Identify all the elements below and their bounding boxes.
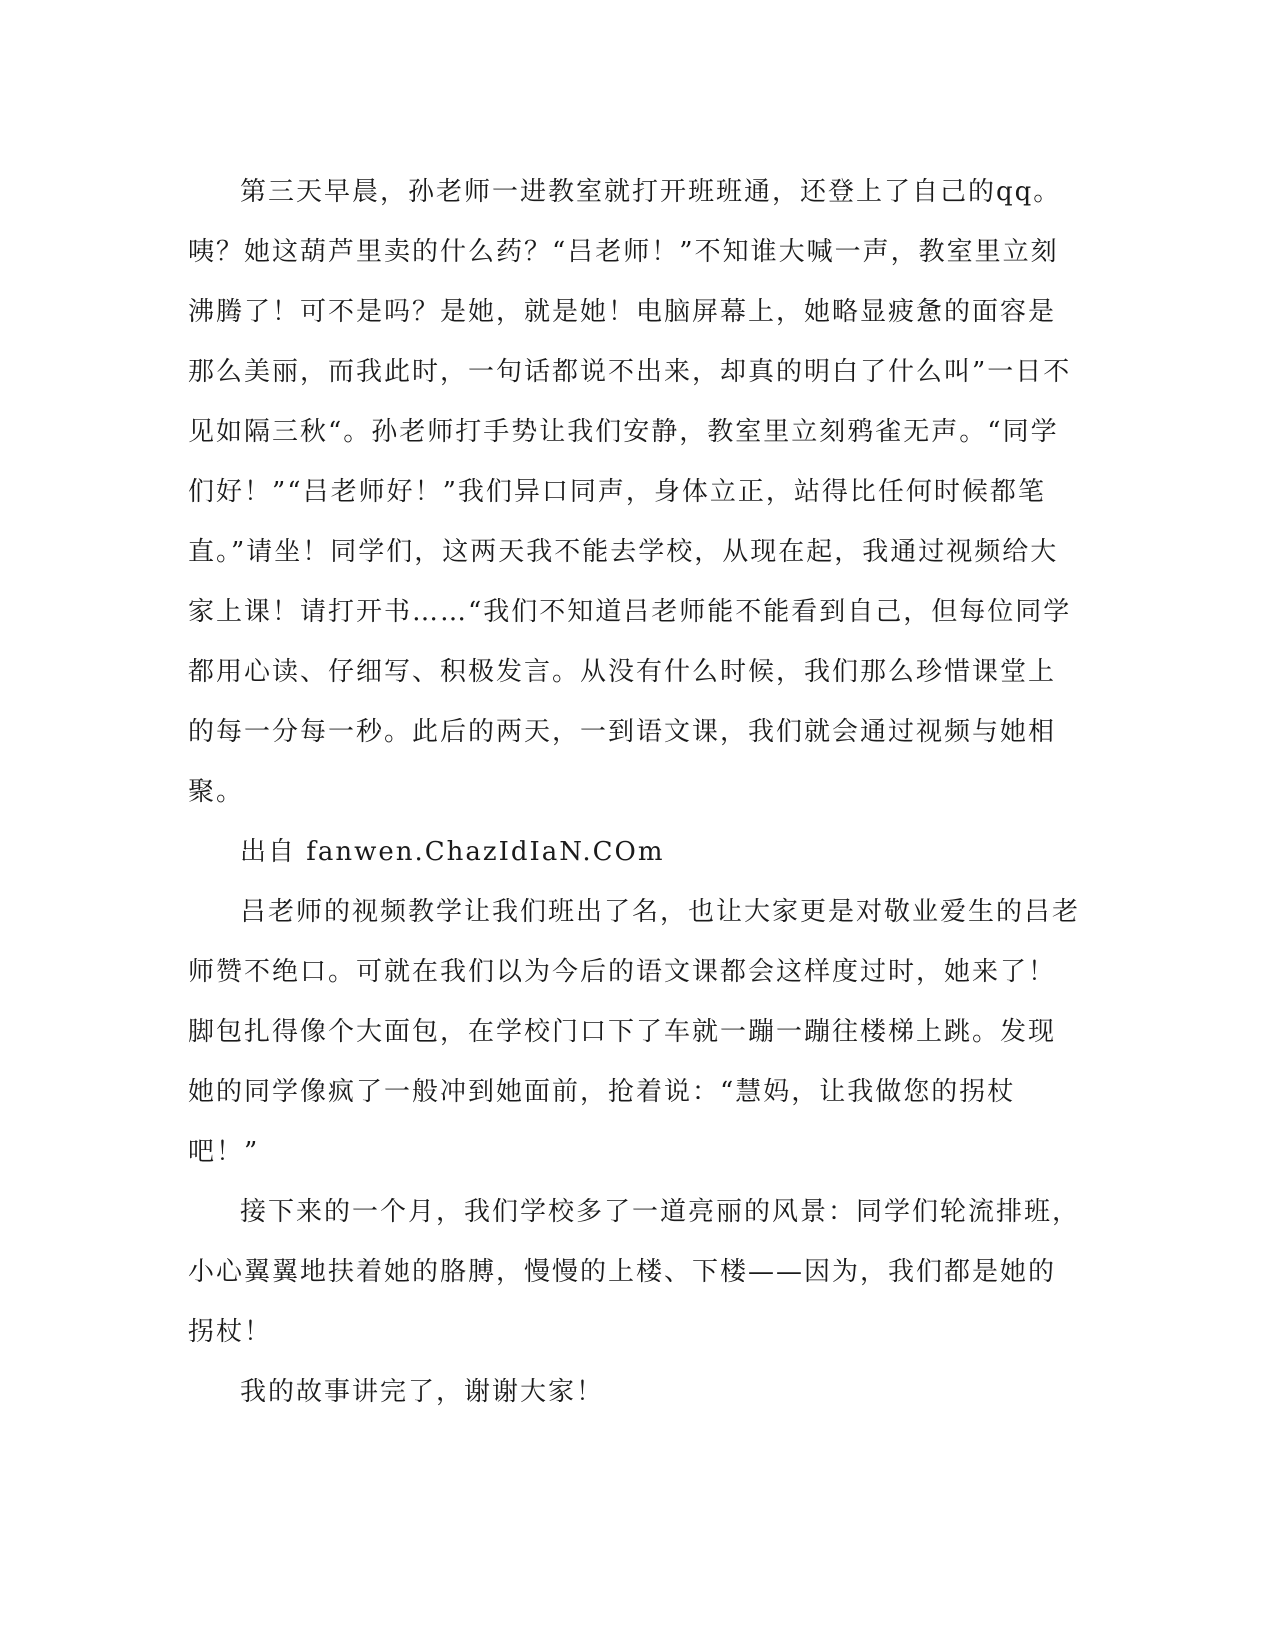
paragraph-source-note: 出自 fanwen.ChazIdIaN.COm [240,837,665,867]
document-body [188,162,1083,1422]
paragraph-teacher-returns: 吕老师的视频教学让我们班出了名，也让大家更是对敬业爱生的吕老师赞不绝口。可就在我们以为今后的语文课都会这样度过时，她来了！脚包扎得像个大面包，在学校门口下了车就一蹦一蹦往楼梯上跳。发现她的同学像疯了一般冲到她面前，抢着说：“慧妈，让我做您的拐杖吧！” [188,897,1081,1167]
paragraph-crutch: 接下来的一个月，我们学校多了一道亮丽的风景：同学们轮流排班，小心翼翼地扶着她的胳膊，慢慢的上楼、下楼——因为，我们都是她的拐杖！ [188,1197,1081,1347]
paragraph-classroom-video: 第三天早晨，孙老师一进教室就打开班班通，还登上了自己的qq。咦？她这葫芦里卖的什么药？“吕老师！”不知谁大喊一声，教室里立刻沸腾了！可不是吗？是她，就是她！电脑屏幕上，她略显疲惫的面容是那么美丽，而我此时，一句话都说不出来，却真的明白了什么叫”一日不见如隔三秋“。孙老师打手势让我们安静，教室里立刻鸦雀无声。“同学们好！”“吕老师好！”我们异口同声，身体立正，站得比任何时候都笔直。”请坐！同学们，这两天我不能去学校，从现在起，我通过视频给大家上课！请打开书……“我们不知道吕老师能不能看到自己，但每位同学都用心读、仔细写、积极发言。从没有什么时候，我们那么珍惜课堂上的每一分每一秒。此后的两天，一到语文课，我们就会通过视频与她相聚。 [188,177,1072,807]
paragraph-closing: 我的故事讲完了，谢谢大家！ [240,1377,605,1407]
